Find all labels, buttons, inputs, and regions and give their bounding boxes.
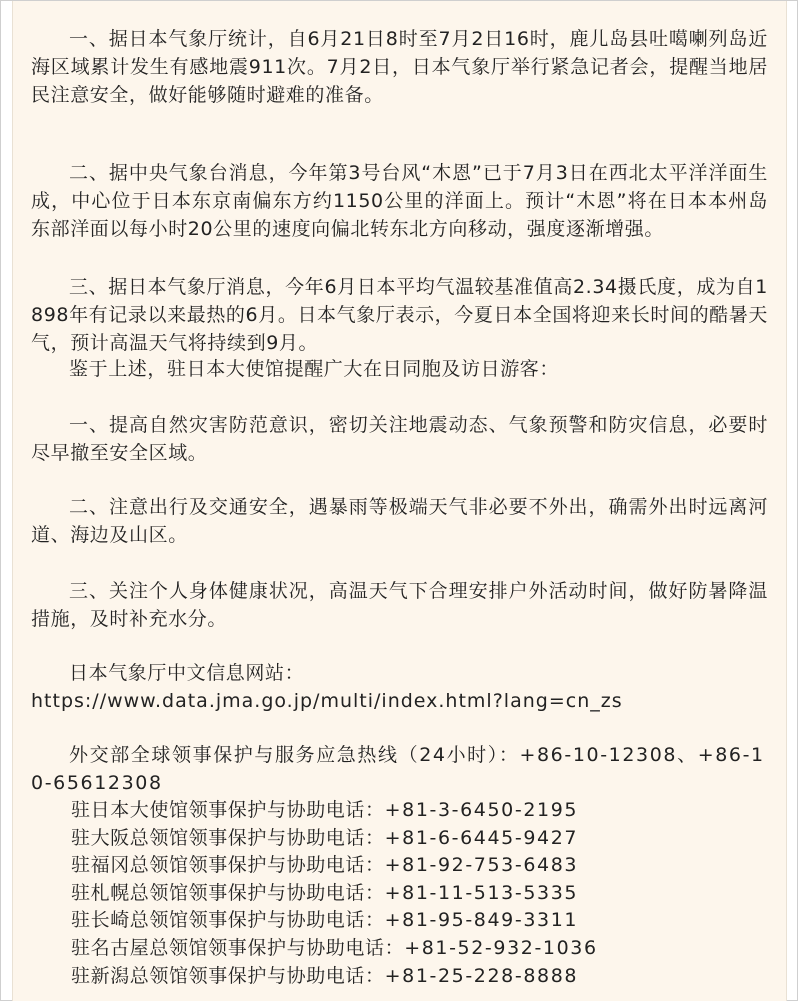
contact-label: 驻福冈总领馆领事保护与协助电话： [71, 854, 385, 877]
paragraph-earthquake: 一、据日本气象厅统计，自6月21日8时至7月2日16时，鹿儿岛县吐噶喇列岛近海区域累计发生有感地震911次。7月2日，日本气象厅举行紧急记者会，提醒当地居民注意安全，做好能够随时避难的准备。 [31, 28, 768, 106]
jma-website-label: 日本气象厅中文信息网站： [69, 662, 305, 684]
contact-label: 驻名古屋总领馆领事保护与协助电话： [71, 936, 405, 959]
contact-phone: +81-11-513-5335 [384, 881, 579, 904]
contact-phone: +81-25-228-8888 [384, 964, 579, 987]
contact-phone: +81-6-6445-9427 [384, 826, 579, 849]
contact-line-nagoya [31, 935, 768, 963]
contact-line-niigata [31, 963, 768, 991]
contact-phone: +81-95-849-3311 [384, 909, 579, 932]
paragraph-advice-travel: 二、注意出行及交通安全，遇暴雨等极端天气非必要不外出，确需外出时远离河道、海边及山区。 [31, 496, 768, 546]
paragraph-heat: 三、据日本气象厅消息，今年6月日本平均气温较基准值高2.34摄氏度，成为自1898年有记录以来最热的6月。日本气象厅表示，今夏日本全国将迎来长时间的酷暑天气，预计高温天气将持续到9月。 [31, 276, 768, 354]
jma-website-link[interactable]: https://www.data.jma.go.jp/multi/index.html?lang=cn_zs [31, 690, 623, 712]
contact-line-embassy [31, 797, 768, 825]
contact-label: 驻札幌总领馆领事保护与协助电话： [71, 881, 385, 904]
contact-line-sapporo [31, 880, 768, 908]
paragraph-typhoon: 二、据中央气象台消息，今年第3号台风“木恩”已于7月3日在西北太平洋洋面生成，中心位于日本东京南偏东方约1150公里的洋面上。预计“木恩”将在日本本州岛东部洋面以每小时20公里的速度向偏北转东北方向移动，强度逐渐增强。 [31, 162, 768, 240]
contact-label: 驻长崎总领馆领事保护与协助电话： [71, 909, 385, 932]
contact-phone: +81-52-932-1036 [404, 936, 598, 959]
contact-phone: +81-92-753-6483 [384, 854, 579, 877]
contact-line-fukuoka [31, 852, 768, 880]
contact-line-nagasaki [31, 907, 768, 935]
paragraph-reminder-intro: 鉴于上述，驻日本大使馆提醒广大在日同胞及访日游客： [69, 358, 560, 380]
contact-phone: +81-3-6450-2195 [384, 799, 579, 821]
paragraph-advice-health: 三、关注个人身体健康状况，高温天气下合理安排户外活动时间，做好防暑降温措施，及时补充水分。 [31, 580, 768, 630]
jma-website-block [31, 659, 768, 715]
paragraph-advice-disaster: 一、提高自然灾害防范意识，密切关注地震动态、气象预警和防灾信息，必要时尽早撤至安全区域。 [31, 414, 768, 464]
contact-label: 驻日本大使馆领事保护与协助电话： [71, 799, 385, 821]
contact-line-osaka [31, 825, 768, 853]
mfa-hotline: 外交部全球领事保护与服务应急热线（24小时）：+86-10-12308、+86-10-65612308 [31, 744, 765, 794]
contact-label: 驻大阪总领馆领事保护与协助电话： [71, 826, 385, 849]
contact-block [31, 741, 768, 990]
contact-label: 驻新潟总领馆领事保护与协助电话： [71, 964, 385, 987]
notice-panel [12, 1, 787, 1001]
